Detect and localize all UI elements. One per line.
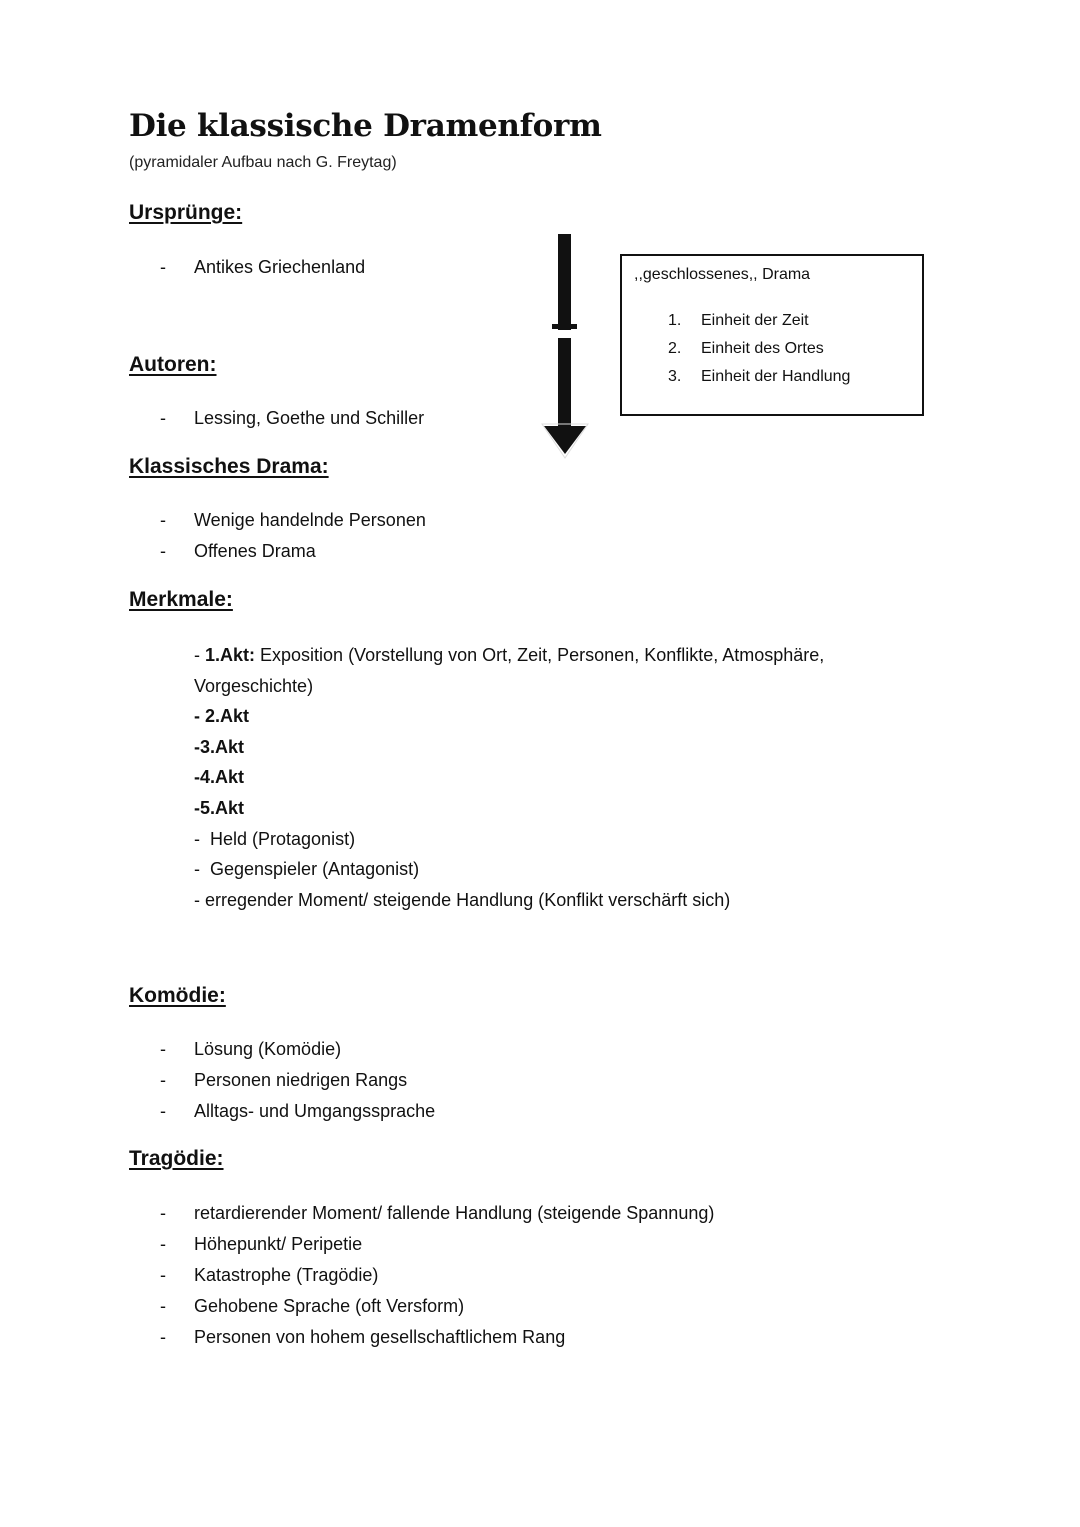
list-merkmale [194,640,914,915]
list-item: 2. Einheit des Ortes [668,340,824,357]
list-item-akt5: -5.Akt [194,797,245,818]
closed-drama-box [620,254,924,416]
page-subtitle: (pyramidaler Aufbau nach G. Freytag) [129,154,397,171]
list-item-akt1: - 1.Akt: Exposition (Vorstellung von Ort, Zeit, Personen, Konflikte, Atmosphäre, Vorgeschichte) [194,645,825,696]
bullet-dash: - [160,541,166,561]
bullet-dash: - [160,1296,166,1316]
list-item: - Personen niedrigen Rangs [160,1070,408,1090]
list-item: - Katastrophe (Tragödie) [160,1265,379,1285]
list-item-akt2: - 2.Akt [194,706,250,727]
heading-tragoedie: Tragödie: [129,1147,224,1170]
list-item: - Held (Protagonist) [194,828,356,849]
bullet-dash: - [160,1327,166,1347]
list-item-akt4: -4.Akt [194,767,245,788]
heading-merkmale: Merkmale: [129,588,233,611]
page-title: Die klassische Dramenform [129,108,602,144]
list-item: - retardierender Moment/ fallende Handlung (steigende Spannung) [160,1203,715,1223]
list-urspruenge [160,255,365,286]
bullet-dash: - [160,1070,166,1090]
list-item: - Höhepunkt/ Peripetie [160,1234,363,1254]
bullet-dash: - [160,1101,166,1121]
list-item-akt3: -3.Akt [194,736,245,757]
list-komoedie [160,1037,435,1130]
list-item: - Alltags- und Umgangssprache [160,1101,436,1121]
bullet-dash: - [160,1234,166,1254]
list-item: - Gehobene Sprache (oft Versform) [160,1296,465,1316]
list-item: - Wenige handelnde Personen [160,510,426,530]
bullet-dash: - [160,408,166,428]
heading-urspruenge: Ursprünge: [129,201,243,224]
list-item: - Offenes Drama [160,541,316,561]
list-item: - erregender Moment/ steigende Handlung (Konflikt verschärft sich) [194,889,731,910]
bullet-dash: - [160,257,166,277]
list-item: - Lösung (Komödie) [160,1039,342,1059]
list-item: - Lessing, Goethe und Schiller [160,408,425,428]
list-klassisches-drama [160,508,426,570]
list-item: - Personen von hohem gesellschaftlichem Rang [160,1327,566,1347]
list-tragoedie [160,1201,714,1356]
down-arrow-icon [538,228,592,460]
bullet-dash: - [160,510,166,530]
heading-klassisches-drama: Klassisches Drama: [129,455,329,478]
list-item: - Gegenspieler (Antagonist) [194,859,420,880]
list-autoren [160,406,424,437]
heading-komoedie: Komödie: [129,984,226,1007]
list-item: 3. Einheit der Handlung [668,368,851,385]
unity-list [668,310,850,394]
bullet-dash: - [160,1203,166,1223]
box-title: ,,geschlossenes,, Drama [634,266,811,283]
list-item: - Antikes Griechenland [160,257,366,277]
bullet-dash: - [160,1265,166,1285]
bullet-dash: - [160,1039,166,1059]
heading-autoren: Autoren: [129,353,217,376]
list-item: 1. Einheit der Zeit [668,312,809,329]
